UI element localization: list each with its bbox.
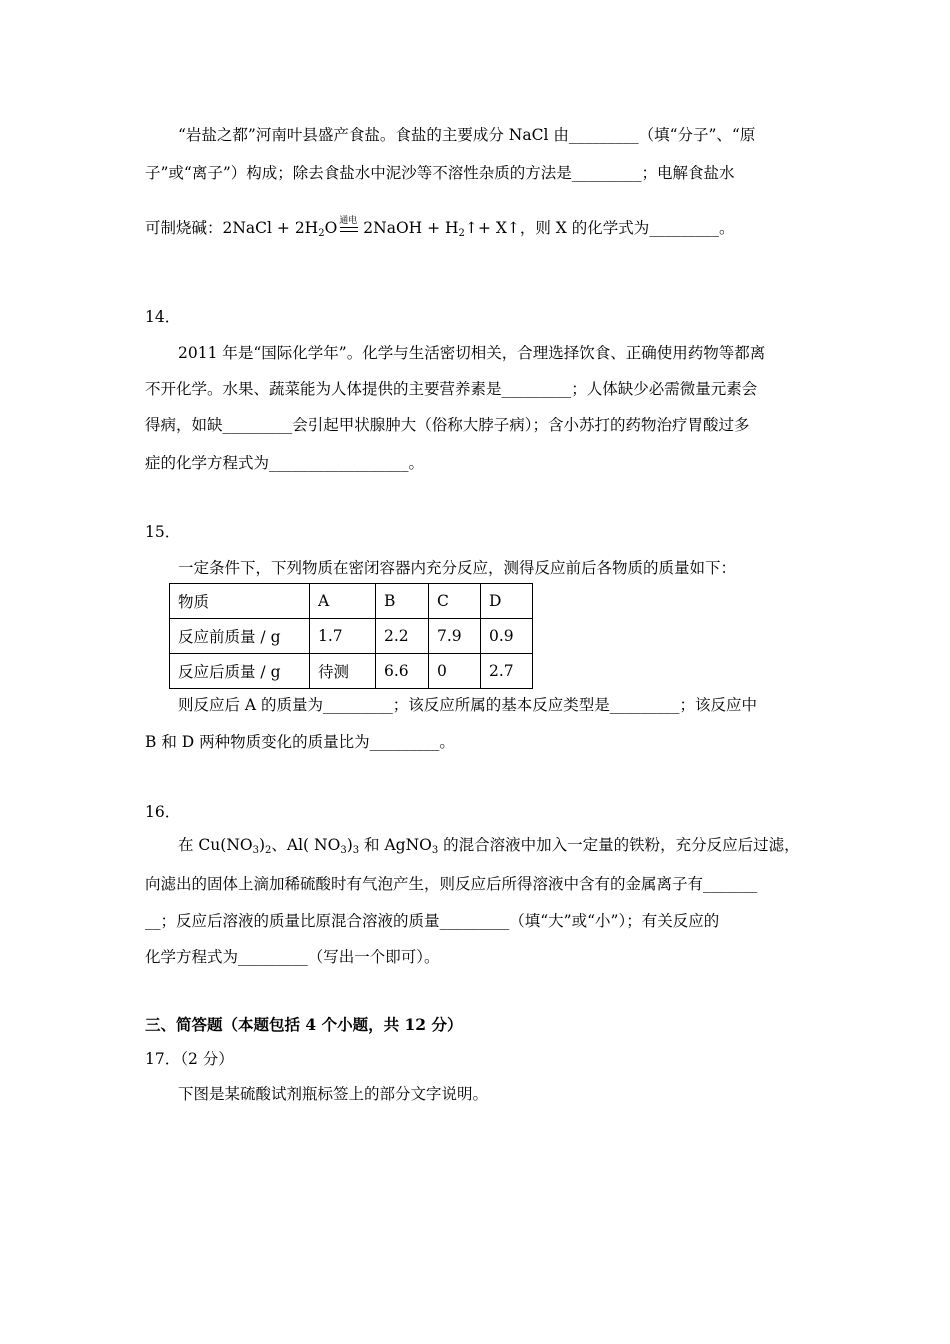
q16-line-1: [178, 834, 800, 856]
q16-text: 、Al( NO: [271, 836, 341, 854]
table-cell: 1.7: [310, 619, 376, 654]
mass-table: [169, 583, 533, 689]
electrolysis-condition: [339, 218, 361, 240]
q14-number: 14．: [145, 308, 181, 326]
q16-text: ): [346, 836, 353, 854]
table-header-cell: D: [481, 584, 533, 619]
q14-line-2: 不开化学。水果、蔬菜能为人体提供的主要营养素是_________；人体缺少必需微量元素会: [145, 380, 758, 398]
table-header-cell: C: [429, 584, 481, 619]
q13-eq-sub: 2: [458, 228, 465, 239]
q16-sub: 3: [431, 845, 439, 856]
q14-line-1: 2011 年是“国际化学年”。化学与生活密切相关，合理选择饮食、正确使用药物等都离: [178, 344, 766, 362]
q13-equation-line: [145, 217, 735, 240]
q13-eq-sub: 2: [318, 228, 325, 239]
equals-sign-top: [340, 227, 358, 228]
table-header-cell: A: [310, 584, 376, 619]
q14-line-3: 得病，如缺_________会引起甲状腺肿大（俗称大脖子病）；含小苏打的药物治疗胃酸过多: [145, 416, 750, 434]
q16-sub: 3: [340, 845, 347, 856]
table-cell: 2.2: [376, 619, 429, 654]
q17-number: 17．（2 分）: [145, 1050, 234, 1068]
q15-intro: 一定条件下，下列物质在密闭容器内充分反应，测得反应前后各物质的质量如下：: [178, 559, 737, 577]
table-cell: 7.9: [429, 619, 481, 654]
q13-line-2: 子”或“离子”）构成；除去食盐水中泥沙等不溶性杂质的方法是_________；电解食盐水: [145, 164, 735, 182]
table-cell: 6.6: [376, 654, 429, 689]
table-row: [170, 619, 533, 654]
section-heading: 三、简答题（本题包括 4 个小题，共 12 分）: [145, 1015, 463, 1034]
q16-text: 和 AgNO: [359, 836, 432, 854]
q16-sub: 3: [252, 845, 259, 856]
condition-label: 通电: [339, 216, 358, 226]
q16-text: 在 Cu(NO: [178, 836, 253, 854]
q16-line-2: 向滤出的固体上滴加稀硫酸时有气泡产生，则反应后所得溶液中含有的金属离子有_______: [145, 875, 758, 893]
q13-eq-part: 2NaOH + H: [363, 219, 459, 237]
table-cell: 反应前质量 / g: [170, 619, 310, 654]
table-header-cell: B: [376, 584, 429, 619]
q13-eq-part: ↑+ X↑，则 X 的化学式为_________。: [464, 219, 735, 237]
q16-line-3: __；反应后溶液的质量比原混合溶液的质量_________（填“大”或“小”）；有关反应的: [145, 912, 720, 930]
table-header-row: [170, 584, 533, 619]
q13-line-1: “岩盐之都”河南叶县盛产食盐。食盐的主要成分 NaCl 由_________（填“分子”、“原: [178, 126, 756, 144]
table-cell: 2.7: [481, 654, 533, 689]
table-row: [170, 654, 533, 689]
q15-number: 15．: [145, 523, 181, 541]
equals-sign-bottom: [340, 231, 358, 232]
table-cell: 0: [429, 654, 481, 689]
q13-eq-part: O: [324, 219, 338, 237]
table-cell: 反应后质量 / g: [170, 654, 310, 689]
q16-sub: 2: [265, 845, 272, 856]
q15-line-2: B 和 D 两种物质变化的质量比为_________。: [145, 733, 455, 751]
q16-sub: 3: [352, 845, 360, 856]
q16-text: 的混合溶液中加入一定量的铁粉，充分反应后过滤，: [438, 836, 800, 854]
q15-line-1: 则反应后 A 的质量为_________；该反应所属的基本反应类型是_________；该反应中: [178, 696, 758, 714]
table-header-cell: 物质: [170, 584, 310, 619]
q16-line-4: 化学方程式为_________（写出一个即可）。: [145, 948, 440, 966]
q16-number: 16．: [145, 803, 181, 821]
q14-line-4: 症的化学方程式为__________________。: [145, 454, 425, 472]
q16-text: ): [258, 836, 266, 854]
q13-eq-part: 可制烧碱：2NaCl + 2H: [145, 219, 319, 237]
table-cell: 0.9: [481, 619, 533, 654]
table-cell: 待测: [310, 654, 376, 689]
q17-line-1: 下图是某硫酸试剂瓶标签上的部分文字说明。: [178, 1085, 489, 1103]
